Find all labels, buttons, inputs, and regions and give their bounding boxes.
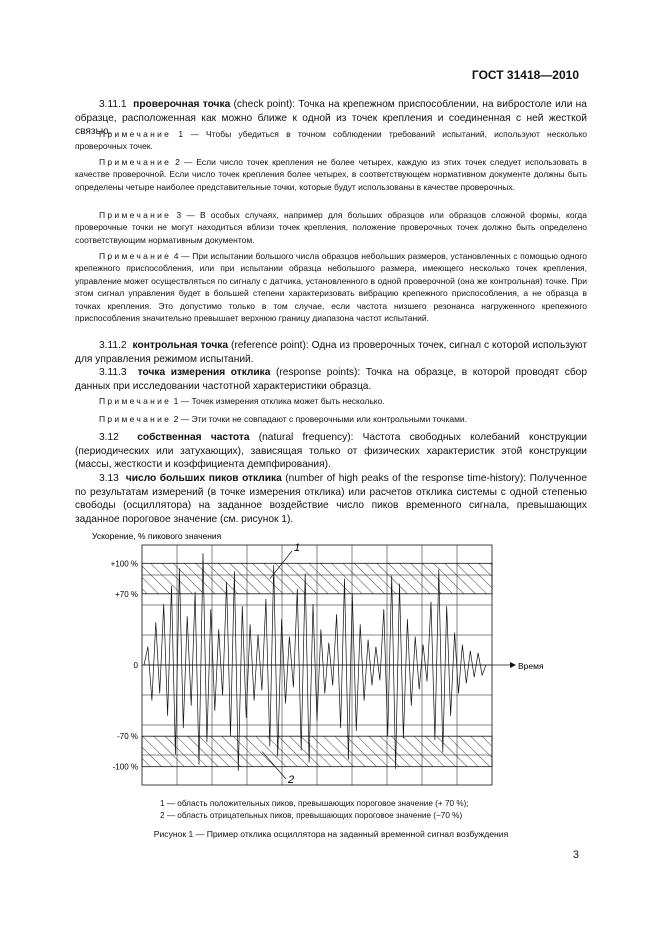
x-axis-label: Время [518, 661, 544, 671]
note-1: Примечание 1 — Чтобы убедиться в точном соблюдении требований испытаний, используют несколько проверочных точек. [75, 129, 587, 152]
legend-2: 2 — область отрицательных пиков, превышающих пороговое значение (−70 %) [160, 811, 463, 820]
y-tick-label: +100 % [110, 559, 138, 569]
clause-3-11-3: 3.11.3 точка измерения отклика (response points): Точка на образце, в которой проводят сбор данных при исследовании частотной характеристики образца. [75, 367, 587, 392]
y-tick-label: 0 [133, 661, 138, 670]
y-tick-label: +70 % [115, 589, 138, 599]
y-axis-label: Ускорение, % пикового значения [92, 531, 222, 541]
callout-label-1: 1 [294, 542, 301, 554]
legend-1: 1 — область положительных пиков, превышающих пороговое значение (+ 70 %); [160, 799, 469, 808]
y-tick-label: -70 % [117, 732, 138, 742]
note-3: Примечание 3 — В особых случаях, например для больших образцов или образцов сложной формы, когда проверочные точки не могут находиться вблизи точек крепления, положение проверочных точек должно быть определено соответствующим нормативным документом. [75, 210, 587, 245]
figure-caption: Рисунок 1 — Пример отклика осциллятора на заданный временной сигнал возбуждения [153, 829, 509, 839]
note-m1: Примечание 1 — Точек измерения отклика может быть несколько. [99, 396, 385, 406]
note-m2: Примечание 2 — Эти точки не совпадают с проверочными или контрольными точками. [99, 414, 468, 424]
x-axis-arrow [510, 662, 516, 668]
page-header: ГОСТ 31418—2010 [471, 68, 579, 82]
clause-3-11-2: 3.11.2 контрольная точка (reference point): Одна из проверочных точек, сигнал с которой используют для управления режимом испытаний. [75, 340, 587, 365]
note-4: Примечание 4 — При испытании большого числа образцов небольших размеров, установленных с помощью одного крепежного приспособления, или при испытании образца небольшого размера, имеющего несколько точек крепления, управление может осуществляться по сигналу с датчика, установленного в одной проверочной (она же контрольная) точке. При этом сигнал управления будет в большей степени характеризовать вибрацию крепежного приспособления, а не образца в точках крепления. Это допустимо только в том случае, если частота низшего резонанса нагруженного крепежного приспособления значительно превышает верхнюю границу диапазона частот испытаний. [75, 251, 587, 324]
negative-threshold-band [142, 736, 492, 767]
y-tick-label: -100 % [112, 762, 138, 772]
response-chart [80, 527, 544, 802]
page-number: 3 [572, 849, 579, 861]
note-2: Примечание 2 — Если число точек крепления не более четырех, каждую из этих точек следует использовать в качестве проверочной. Если число точек крепления более четырех, в соответствующем нормативном документе должны быть определены четыре наиболее представительные точки, которые будут использованы в качестве проверочных. [75, 157, 587, 192]
clause-3-11-1: 3.11.1 проверочная точка (check point): Точка на крепежном приспособлении, на вибростоле или на образце, расположенная как можно ближе к одной из точек крепления и соединенная с ней жесткой связью. [75, 99, 587, 138]
clause-3-12: 3.12 собственная частота (natural frequency): Частота свободных колебаний конструкции (периодических или затухающих), зависящая только от физических характеристик этой конструкции (массы, жесткости и коэффициента демпфирования). [75, 432, 587, 471]
callout-label-2: 2 [288, 774, 295, 786]
clause-3-13: 3.13 число больших пиков отклика (number of high peaks of the response time-history): Полученное по результатам измерений (в точке измерения отклика) или расчетов отклика системы с одной степенью свободы (осциллятора) на заданное воздействие число пиков временного сигнала, превышающих заданное пороговое значение (см. рисунок 1). [75, 473, 587, 525]
